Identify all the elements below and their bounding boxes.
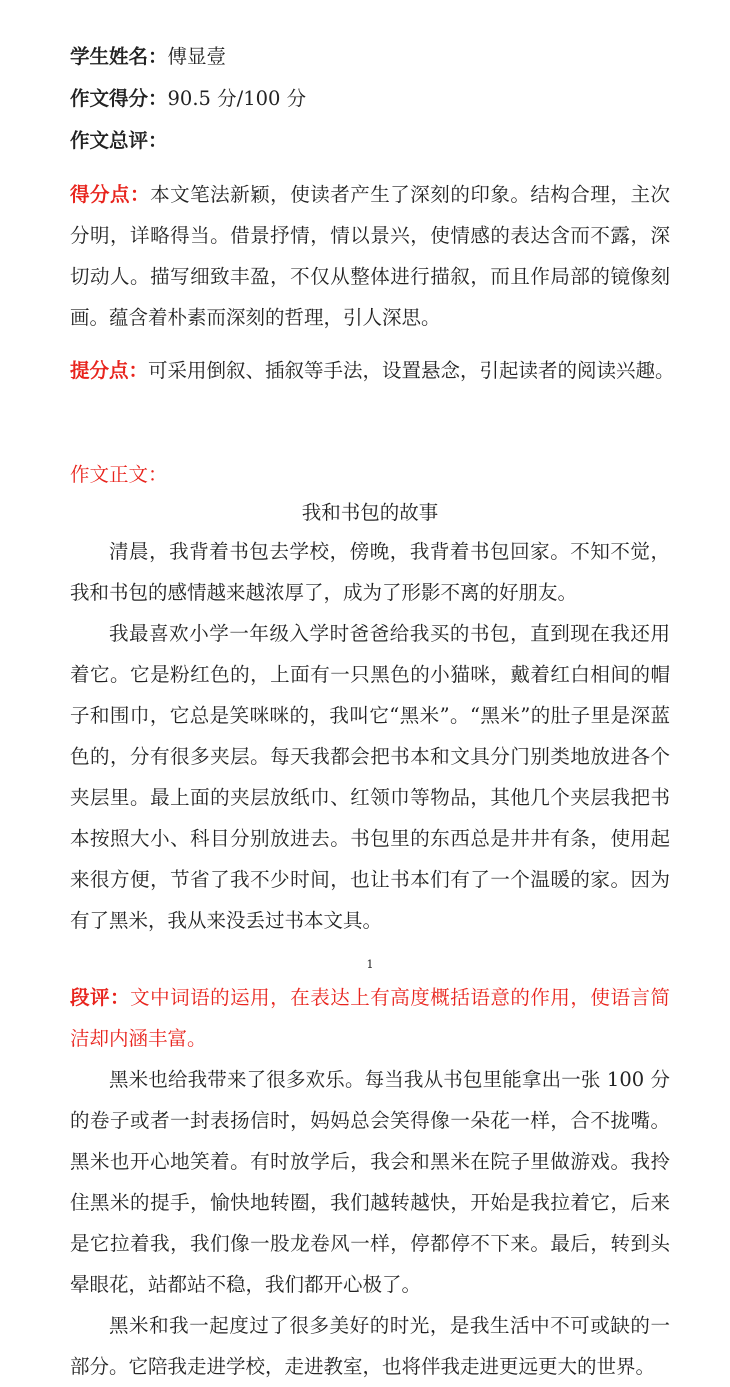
merit-paragraph	[70, 174, 670, 338]
improve-paragraph	[70, 350, 675, 391]
document-page	[70, 36, 675, 1387]
essay-paragraph-1: 清晨，我背着书包去学校，傍晚，我背着书包回家。不知不觉，我和书包的感情越来越浓厚了，成为了形影不离的好朋友。	[70, 540, 670, 604]
merit-text: 本文笔法新颖，使读者产生了深刻的印象。结构合理，主次分明，详略得当。借景抒情，情以景兴，使情感的表达含而不露，深切动人。描写细致丰盈，不仅从整体进行描叙，而且作局部的镜像刻画。蕴含着朴素而深刻的哲理，引人深思。	[70, 183, 670, 329]
improve-label: 提分点：	[70, 359, 149, 382]
review-heading	[70, 120, 670, 162]
score-line	[70, 78, 670, 120]
improve-text: 可采用倒叙、插叙等手法，设置悬念，引起读者的阅读兴趣。	[148, 359, 675, 382]
page-number: 1	[366, 958, 374, 971]
essay-section-heading	[70, 455, 670, 495]
comment-text: 文中词语的运用，在表达上有高度概括语意的作用，使语言简洁却内涵丰富。	[70, 986, 670, 1050]
student-name-value: 傅显壹	[167, 45, 227, 68]
score-value: 90.5 分/100 分	[167, 87, 307, 110]
essay-paragraph-3: 黑米也给我带来了很多欢乐。每当我从书包里能拿出一张 100 分的卷子或者一封表扬信时，妈妈总会笑得像一朵花一样，合不拢嘴。黑米也开心地笑着。有时放学后，我会和黑米在院子里做游戏。我拎住黑米的提手，愉快地转圈，我们越转越快，开始是我拉着它，后来是它拉着我，我们像一股龙卷风一样，停都停不下来。最后，转到头晕眼花，站都站不稳，我们都开心极了。	[70, 1068, 670, 1296]
review-label: 作文总评：	[70, 129, 168, 152]
student-name-line	[70, 36, 670, 78]
paragraph-comment	[70, 977, 670, 1059]
merit-label: 得分点：	[70, 183, 151, 206]
essay-title: 我和书包的故事	[301, 501, 439, 524]
student-name-label: 学生姓名：	[70, 45, 168, 68]
essay-paragraph-2: 我最喜欢小学一年级入学时爸爸给我买的书包，直到现在我还用着它。它是粉红色的，上面有一只黑色的小猫咪，戴着红白相间的帽子和围巾，它总是笑咪咪的，我叫它“黑米”。“黑米”的肚子里是深蓝色的，分有很多夹层。每天我都会把书本和文具分门别类地放进各个夹层里。最上面的夹层放纸巾、红领巾等物品，其他几个夹层我把书本按照大小、科目分别放进去。书包里的东西总是井井有条，使用起来很方便，节省了我不少时间，也让书本们有了一个温暖的家。因为有了黑米，我从来没丢过书本文具。	[70, 622, 670, 932]
essay-section-label: 作文正文：	[70, 463, 168, 486]
score-label: 作文得分：	[70, 87, 168, 110]
essay-paragraph-4: 黑米和我一起度过了很多美好的时光，是我生活中不可或缺的一部分。它陪我走进学校，走进教室，也将伴我走进更远更大的世界。	[70, 1314, 670, 1378]
comment-label: 段评：	[70, 986, 131, 1009]
